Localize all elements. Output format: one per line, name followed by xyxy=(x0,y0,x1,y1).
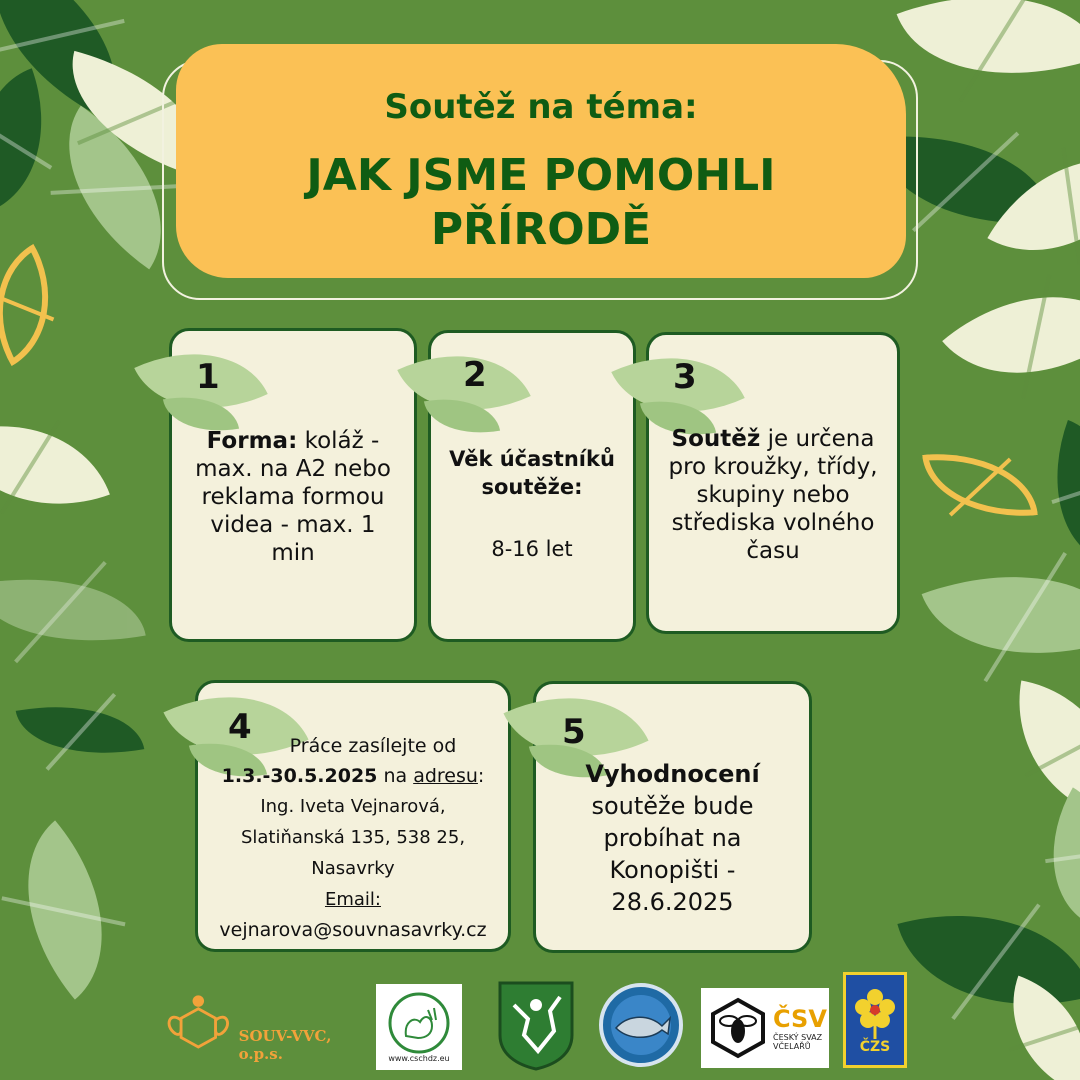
czs-logo xyxy=(843,972,907,1068)
card-number: 1 xyxy=(196,357,220,397)
leaf-decoration xyxy=(897,0,1080,117)
card-email-label xyxy=(198,884,508,915)
card-text-bold: Vyhodnocení xyxy=(585,760,760,788)
czs-logo-text: ČZS xyxy=(859,1039,891,1055)
card-address-street: Slatiňanská 135, 538 25, xyxy=(240,827,466,848)
cmmj-logo xyxy=(494,975,578,1071)
crs-logo xyxy=(598,982,684,1068)
cschdz-logo-text: www.cschdz.eu xyxy=(388,1053,450,1063)
card-email: vejnarova@souvnasavrky.cz xyxy=(219,919,487,941)
card-line: 28.6.2025 xyxy=(611,888,734,916)
info-card-3 xyxy=(646,332,900,634)
leaf-decoration xyxy=(942,245,1080,426)
info-card-5 xyxy=(533,681,812,953)
leaf-decoration xyxy=(1027,420,1080,560)
leaf-decoration xyxy=(0,557,146,664)
card-line: Práce zasílejte od xyxy=(289,735,457,757)
csv-logo-line2: VČELAŘŮ xyxy=(773,1042,811,1051)
card-text xyxy=(536,758,809,918)
card-text xyxy=(431,445,633,501)
card-line xyxy=(198,761,508,791)
card-line: probíhat na xyxy=(603,824,742,852)
banner-title xyxy=(176,149,906,257)
card-number: 5 xyxy=(562,712,586,752)
chicken-rabbit-icon xyxy=(388,992,450,1054)
banner-title-line1: JAK JSME POMOHLI xyxy=(306,150,776,201)
card-age-value: 8-16 let xyxy=(491,537,573,561)
info-card-1 xyxy=(169,328,417,642)
fish-emblem-icon xyxy=(598,982,684,1068)
card-address-city: Nasavrky xyxy=(311,858,395,879)
card-address-colon: : xyxy=(477,765,485,787)
card-text xyxy=(172,427,414,567)
card-text-bold: Soutěž xyxy=(671,426,761,452)
banner-title-line2: PŘÍRODĚ xyxy=(430,204,652,255)
souv-logo xyxy=(160,988,375,1062)
card-line xyxy=(536,758,809,790)
card-line: Konopišti - xyxy=(609,856,736,884)
card-text-bold: Forma: xyxy=(206,428,298,454)
leaf-decoration xyxy=(0,244,81,366)
banner-subtitle: Soutěž na téma: xyxy=(384,87,698,127)
leaf-decoration xyxy=(16,690,145,770)
card-number: 4 xyxy=(228,707,252,747)
csv-logo-abbr: ČSV xyxy=(773,1005,827,1033)
card-text-rest: koláž - max. na A2 nebo reklama formou videa - max. 1 min xyxy=(195,428,391,566)
card-text xyxy=(198,731,508,945)
card-address-label: adresu xyxy=(413,765,478,787)
card-text xyxy=(649,425,897,565)
leaf-decoration xyxy=(922,445,1038,524)
bee-icon xyxy=(160,990,237,1060)
hunting-union-emblem-icon xyxy=(494,975,578,1071)
card-dates: 1.3.-30.5.2025 xyxy=(221,765,378,787)
info-card-4 xyxy=(195,680,511,952)
leaf-decoration xyxy=(0,391,110,539)
leaf-decoration xyxy=(0,820,152,999)
card-number: 2 xyxy=(463,355,487,395)
card-line: soutěže bude xyxy=(591,792,754,820)
bee-hexagon-icon xyxy=(709,997,767,1059)
cschdz-logo xyxy=(376,984,462,1070)
email-label: Email: xyxy=(324,889,381,910)
title-banner xyxy=(176,44,906,278)
csv-logo xyxy=(701,988,829,1068)
flower-icon xyxy=(851,985,899,1039)
card-text-rest: je určena pro kroužky, třídy, skupiny nebo střediska volného času xyxy=(668,426,878,564)
card-address-name: Ing. Iveta Vejnarová, xyxy=(260,796,446,817)
leaf-decoration xyxy=(922,533,1080,698)
card-na: na xyxy=(383,765,408,787)
csv-logo-line1: ČESKÝ SVAZ xyxy=(773,1033,823,1042)
info-card-2 xyxy=(428,330,636,642)
souv-logo-text: SOUV-VVC, o.p.s. xyxy=(238,1027,332,1063)
card-number: 3 xyxy=(673,357,697,397)
leaf-decoration xyxy=(1018,787,1080,922)
card-text-bold: Věk účastníků soutěže: xyxy=(449,447,615,499)
